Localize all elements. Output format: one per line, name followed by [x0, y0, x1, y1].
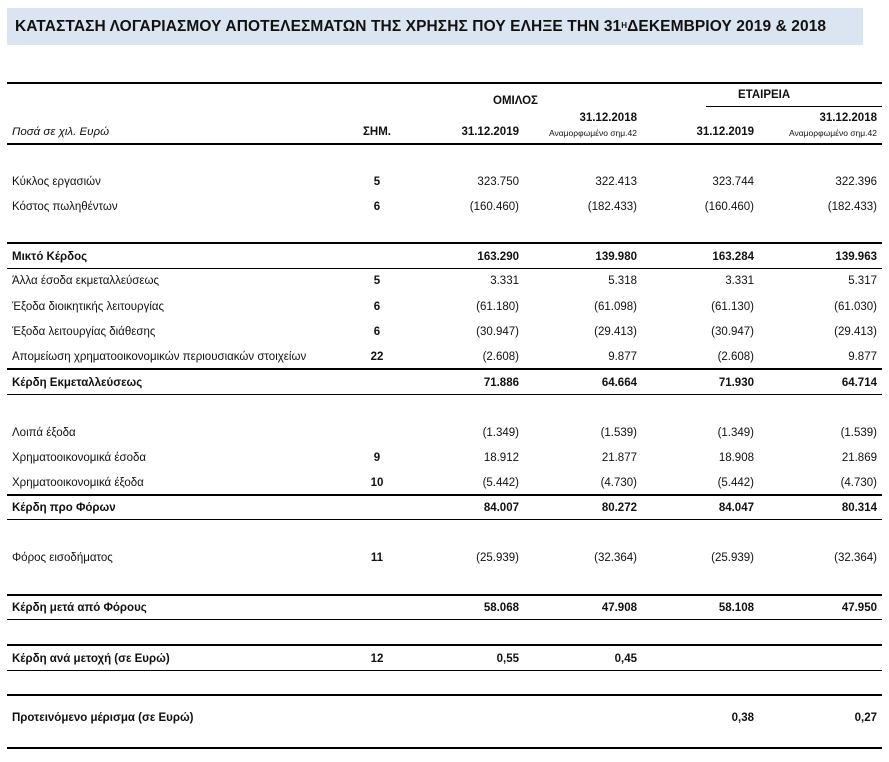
row-value: 139.980 [595, 251, 637, 263]
row-label-impairment: Απομείωση χρηματοοικονομικών περιουσιακών στοιχείων [12, 351, 307, 363]
row-value: 3.331 [490, 275, 519, 287]
row-label-distribution-expenses: Έξοδα λειτουργίας διάθεσης [12, 326, 156, 338]
row-value: (4.730) [840, 477, 877, 489]
amounts-label: Ποσά σε χιλ. Ευρώ [12, 126, 110, 138]
row-value: (61.180) [476, 301, 519, 313]
rule-after-profit-before-tax [7, 519, 882, 520]
row-value: 80.272 [601, 502, 637, 514]
row-note: 10 [370, 477, 384, 489]
row-note: 5 [373, 275, 381, 287]
row-note: 6 [373, 301, 381, 313]
row-value: 9.877 [848, 351, 877, 363]
row-label-operating-profit: Κέρδη Εκμεταλλεύσεως [12, 377, 143, 389]
rule-after-profit-after-tax [7, 619, 882, 620]
col1-date: 31.12.2019 [461, 126, 519, 138]
row-value: 322.413 [595, 176, 637, 188]
row-value: 58.068 [483, 602, 519, 614]
row-note: 9 [373, 452, 381, 464]
row-value: (2.608) [482, 351, 519, 363]
row-value: (61.098) [594, 301, 637, 313]
row-label-other-income: Άλλα έσοδα εκμεταλλεύσεως [12, 275, 160, 287]
row-note: 12 [370, 653, 384, 665]
row-value: 84.047 [718, 502, 754, 514]
row-value: 163.290 [477, 251, 519, 263]
row-value: 5.317 [848, 275, 877, 287]
row-value: (160.460) [469, 201, 519, 213]
row-value: (5.442) [482, 477, 519, 489]
row-label-finance-expenses: Χρηματοοικονομικά έξοδα [12, 477, 144, 489]
rule-before-eps [7, 644, 882, 646]
row-value: (182.433) [587, 201, 637, 213]
rule-after-operating-profit [7, 394, 882, 395]
row-note: 5 [373, 176, 381, 188]
row-label-revenue: Κύκλος εργασιών [12, 176, 101, 188]
row-value: 322.396 [835, 176, 877, 188]
row-value: 71.886 [483, 377, 519, 389]
col4-subtitle: Αναμορφωμένο σημ.42 [788, 128, 877, 138]
row-value: 64.664 [601, 377, 637, 389]
rule-before-gross-profit [7, 242, 882, 244]
company-header-rule [706, 106, 882, 107]
row-value: 323.750 [477, 176, 519, 188]
col2-date: 31.12.2018 [579, 112, 637, 124]
title-superscript: Η [621, 21, 628, 30]
row-label-profit-before-tax: Κέρδη προ Φόρων [12, 502, 116, 514]
row-value: 21.877 [601, 452, 637, 464]
title-main: ΚΑΤΑΣΤΑΣΗ ΛΟΓΑΡΙΑΣΜΟΥ ΑΠΟΤΕΛΕΣΜΑΤΩΝ ΤΗΣ ΧΡΗΣΗΣ ΠΟΥ ΕΛΗΞΕ ΤΗΝ 31 [15, 17, 622, 35]
rule-after-gross-profit [7, 268, 882, 269]
row-note: 6 [373, 326, 381, 338]
header-bottom-rule [7, 143, 882, 145]
row-value: 21.869 [841, 452, 877, 464]
row-value: 0,55 [496, 653, 519, 665]
statement-title [7, 8, 863, 45]
row-value: 139.963 [835, 251, 877, 263]
row-value: (1.349) [482, 427, 519, 439]
row-value: (4.730) [600, 477, 637, 489]
row-value: 5.318 [608, 275, 637, 287]
rule-before-profit-after-tax [7, 594, 882, 596]
row-label-finance-income: Χρηματοοικονομικά έσοδα [12, 452, 147, 464]
row-value: 80.314 [841, 502, 877, 514]
row-value: (160.460) [704, 201, 754, 213]
row-value: (29.413) [594, 326, 637, 338]
row-note: 22 [370, 351, 384, 363]
row-value: (5.442) [717, 477, 754, 489]
col2-subtitle: Αναμορφωμένο σημ.42 [548, 128, 637, 138]
table-bottom-rule [7, 747, 882, 749]
row-value: 64.714 [841, 377, 877, 389]
row-value: 3.331 [725, 275, 754, 287]
row-value: 0,45 [614, 653, 637, 665]
row-value: (25.939) [476, 552, 519, 564]
row-label-admin-expenses: Έξοδα διοικητικής λειτουργίας [12, 301, 165, 313]
rule-after-eps [7, 670, 882, 671]
row-value: (25.939) [711, 552, 754, 564]
row-value: (61.130) [711, 301, 754, 313]
row-value: 163.284 [712, 251, 754, 263]
row-value: 47.908 [601, 602, 637, 614]
title-tail: ΔΕΚΕΜΒΡΙΟΥ 2019 & 2018 [627, 17, 827, 35]
row-value: (32.364) [594, 552, 637, 564]
row-value: 0,38 [731, 712, 754, 724]
row-label-other-expenses: Λοιπά έξοδα [12, 427, 76, 439]
row-value: (1.349) [717, 427, 754, 439]
row-value: 47.950 [841, 602, 877, 614]
group-header: ΟΜΙΛΟΣ [493, 95, 538, 107]
row-value: 71.930 [718, 377, 754, 389]
row-value: (2.608) [717, 351, 754, 363]
rule-before-dividend [7, 694, 882, 696]
row-value: (1.539) [600, 427, 637, 439]
row-value: (32.364) [834, 552, 877, 564]
row-label-eps: Κέρδη ανά μετοχή (σε Ευρώ) [12, 653, 170, 665]
row-value: 58.108 [718, 602, 754, 614]
row-value: (30.947) [476, 326, 519, 338]
row-note: 11 [370, 552, 384, 564]
company-header: ΕΤΑΙΡΕΙΑ [738, 89, 791, 101]
row-value: 84.007 [483, 502, 519, 514]
row-value: (61.030) [834, 301, 877, 313]
row-value: 9.877 [608, 351, 637, 363]
rule-before-operating-profit [7, 368, 882, 370]
row-label-gross-profit: Μικτό Κέρδος [12, 251, 88, 263]
row-value: 18.912 [483, 452, 519, 464]
row-value: (1.539) [840, 427, 877, 439]
row-label-income-tax: Φόρος εισοδήματος [12, 552, 113, 564]
table-top-rule [7, 82, 882, 84]
rule-before-profit-before-tax [7, 494, 882, 496]
row-value: 0,27 [854, 712, 877, 724]
row-note: 6 [373, 201, 381, 213]
row-label-proposed-dividend: Προτεινόμενο μέρισμα (σε Ευρώ) [12, 712, 194, 724]
row-value: 18.908 [718, 452, 754, 464]
row-value: (30.947) [711, 326, 754, 338]
row-value: 323.744 [712, 176, 754, 188]
col4-date: 31.12.2018 [819, 112, 877, 124]
row-value: (182.433) [827, 201, 877, 213]
note-column-header: ΣΗΜ. [363, 126, 391, 138]
row-label-cost-of-sales: Κόστος πωληθέντων [12, 201, 118, 213]
col3-date: 31.12.2019 [696, 126, 754, 138]
row-label-profit-after-tax: Κέρδη μετά από Φόρους [12, 602, 147, 614]
row-value: (29.413) [834, 326, 877, 338]
